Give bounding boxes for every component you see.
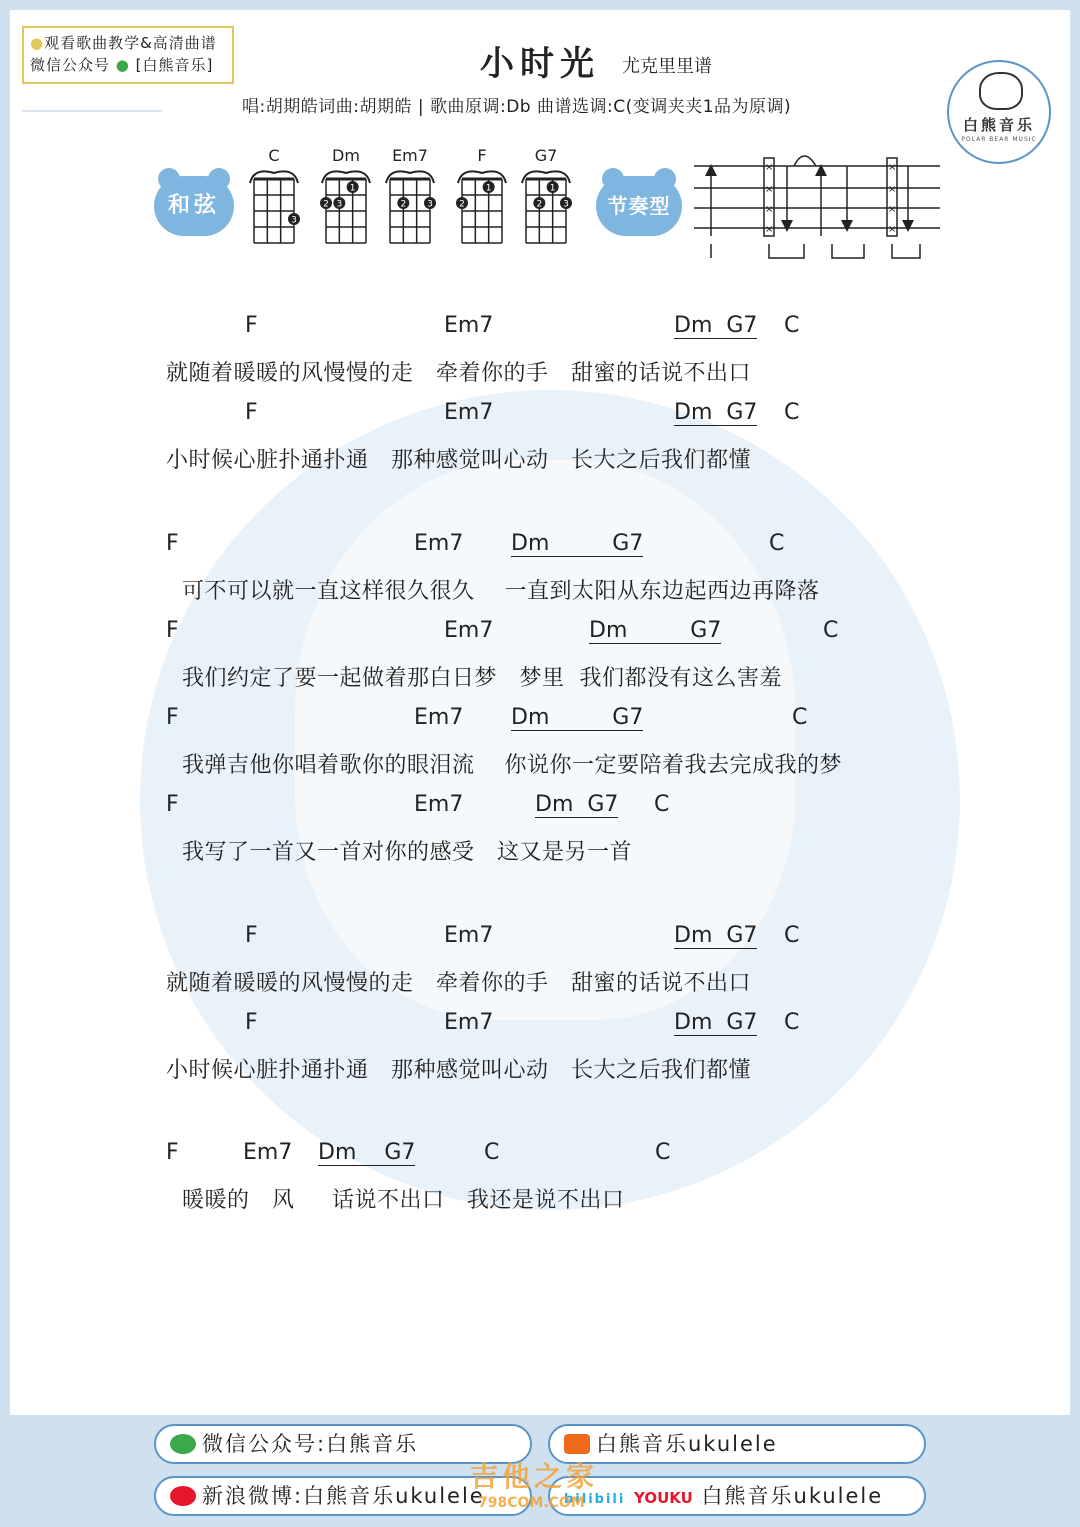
logo-name: 白熊音乐 [962, 116, 1035, 134]
chord-grid [382, 165, 438, 245]
svg-text:×: × [765, 224, 774, 235]
svg-text:×: × [888, 162, 897, 173]
chord-label: F [245, 1010, 258, 1035]
lyric-line: 小时候心脏扑通扑通 那种感觉叫心动 长大之后我们都懂 [166, 448, 751, 473]
footer-taobao-label: 白熊音乐ukulele [596, 1432, 778, 1456]
chord-label: Dm G7 [674, 313, 758, 338]
chord-label: Dm G7 [535, 792, 619, 817]
chord-name: C [268, 146, 280, 165]
promo-line2b: [白熊音乐] [135, 56, 214, 74]
chord-name: Dm [332, 146, 360, 165]
finger-number: 3 [427, 199, 433, 210]
bear-icon [979, 72, 1023, 110]
finger-number: 1 [549, 183, 556, 194]
lyric-line: 可不可以就一直这样很久很久 一直到太阳从东边起西边再降落 [182, 579, 820, 604]
site-stamp-sub: 798COM.COM [478, 1495, 585, 1511]
lyric-line: 我们约定了要一起做着那白日梦 梦里 我们都没有这么害羞 [182, 666, 782, 691]
chord-label: F [245, 923, 258, 948]
weibo-icon [170, 1486, 196, 1506]
svg-text:×: × [888, 184, 897, 195]
lyric-line: 我弹吉他你唱着歌你的眼泪流 你说你一定要陪着我去完成我的梦 [182, 753, 842, 778]
svg-text:×: × [888, 204, 897, 215]
bilibili-icon: bilibili [564, 1492, 626, 1507]
footer-video [548, 1476, 926, 1516]
chords-label: 和弦 [154, 176, 234, 236]
wechat-icon [170, 1434, 196, 1454]
chord-label: Dm G7 [674, 400, 758, 425]
song-meta: 唱:胡期皓词曲:胡期皓 | 歌曲原调:Db 曲谱选调:C(变调夹夹1品为原调) [242, 97, 792, 117]
chord-name: G7 [534, 146, 558, 165]
chord-label: C [784, 1010, 800, 1035]
taobao-icon [564, 1434, 590, 1454]
chord-label: F [166, 1140, 179, 1165]
chord-name: Em7 [392, 146, 428, 165]
chord-label: C [784, 400, 800, 425]
finger-number: 2 [536, 199, 543, 210]
finger-number: 3 [563, 199, 569, 210]
svg-text:×: × [765, 184, 774, 195]
finger-number: 1 [485, 183, 492, 194]
lyric-line: 我写了一首又一首对你的感受 这又是另一首 [182, 840, 632, 865]
page-subtitle: 尤克里里谱 [622, 56, 712, 77]
chord-label: C [654, 792, 670, 817]
finger-dot [533, 197, 545, 210]
chord-label: F [166, 792, 179, 817]
youku-icon: YOUKU [634, 1489, 693, 1507]
chord-name: F [477, 146, 487, 165]
chord-label: Em7 [444, 923, 494, 948]
finger-dot [424, 197, 436, 210]
footer-video-label: 白熊音乐ukulele [701, 1484, 884, 1508]
chord-grid [318, 165, 374, 245]
finger-number: 2 [459, 199, 465, 210]
svg-text:×: × [765, 204, 774, 215]
finger-number: 2 [400, 199, 407, 210]
chord-grid [518, 165, 574, 245]
chord-label: Em7 [444, 618, 494, 643]
svg-text:×: × [888, 224, 897, 235]
chord-label: Em7 [444, 313, 494, 338]
chord-grid [454, 165, 510, 245]
footer-weibo-label: 新浪微博:白熊音乐ukulele [202, 1484, 485, 1508]
chord-label: Dm G7 [318, 1140, 416, 1165]
lyric-line: 暖暖的 风 话说不出口 我还是说不出口 [182, 1188, 625, 1213]
chord-label: C [655, 1140, 671, 1165]
chord-label: Dm G7 [511, 531, 644, 556]
rhythm-pattern [694, 144, 944, 264]
finger-number: 1 [349, 183, 356, 194]
rhythm-label-badge [596, 168, 682, 236]
finger-dot [560, 197, 572, 210]
footer-taobao [548, 1424, 926, 1464]
chord-grid [246, 165, 302, 245]
chord-label: Em7 [444, 1010, 494, 1035]
finger-dot [288, 213, 300, 226]
svg-text:×: × [765, 162, 774, 173]
finger-number: 3 [291, 215, 297, 226]
chord-g7 [518, 146, 574, 249]
sheet [10, 10, 1070, 1415]
promo-line2: 微信公众号 [30, 56, 111, 74]
lyric-line: 就随着暖暖的风慢慢的走 牵着你的手 甜蜜的话说不出口 [166, 361, 751, 386]
lyric-line: 小时候心脏扑通扑通 那种感觉叫心动 长大之后我们都懂 [166, 1058, 751, 1083]
chord-label: C [792, 705, 808, 730]
chord-c [246, 146, 302, 249]
finger-dot [456, 197, 468, 210]
chord-label: Em7 [414, 531, 464, 556]
logo [947, 60, 1051, 164]
lyric-line: 就随着暖暖的风慢慢的走 牵着你的手 甜蜜的话说不出口 [166, 971, 751, 996]
promo-line1: 观看歌曲教学&高清曲谱 [44, 34, 217, 52]
finger-dot [547, 181, 559, 194]
page-title: 小时光 [480, 44, 600, 84]
chord-label: Dm G7 [674, 923, 758, 948]
finger-dot [397, 197, 409, 210]
chord-label: Em7 [444, 400, 494, 425]
chord-label: F [166, 705, 179, 730]
finger-dot [320, 197, 332, 210]
footer-wechat-label: 微信公众号:白熊音乐 [202, 1432, 419, 1456]
chord-label: Dm G7 [589, 618, 722, 643]
chord-label: C [769, 531, 785, 556]
finger-number: 3 [336, 199, 343, 210]
chord-label: Em7 [414, 705, 464, 730]
finger-number: 2 [323, 199, 329, 210]
chord-label: F [166, 531, 179, 556]
chords-label-badge [154, 168, 234, 236]
site-stamp: 吉他之家 [470, 1460, 599, 1493]
finger-dot [347, 181, 359, 194]
chord-label: Dm G7 [674, 1010, 758, 1035]
chord-label: Dm G7 [511, 705, 644, 730]
chord-f [454, 146, 510, 249]
chord-label: C [484, 1140, 500, 1165]
chord-label: C [784, 313, 800, 338]
divider [22, 110, 162, 112]
chord-label: C [823, 618, 839, 643]
chord-dm [318, 146, 374, 249]
logo-sub: POLAR BEAR MUSIC [961, 136, 1037, 143]
finger-dot [483, 181, 495, 194]
finger-dot [333, 197, 345, 210]
wechat-icon: ● [115, 56, 130, 74]
chord-em7 [382, 146, 438, 249]
chord-label: F [166, 618, 179, 643]
promo-box: ●观看歌曲教学&高清曲谱 微信公众号 ● [白熊音乐] [22, 26, 234, 84]
rhythm-label: 节奏型 [596, 176, 682, 236]
chord-label: Em7 [243, 1140, 293, 1165]
chord-label: F [245, 313, 258, 338]
chord-label: F [245, 400, 258, 425]
chord-label: C [784, 923, 800, 948]
chord-label: Em7 [414, 792, 464, 817]
